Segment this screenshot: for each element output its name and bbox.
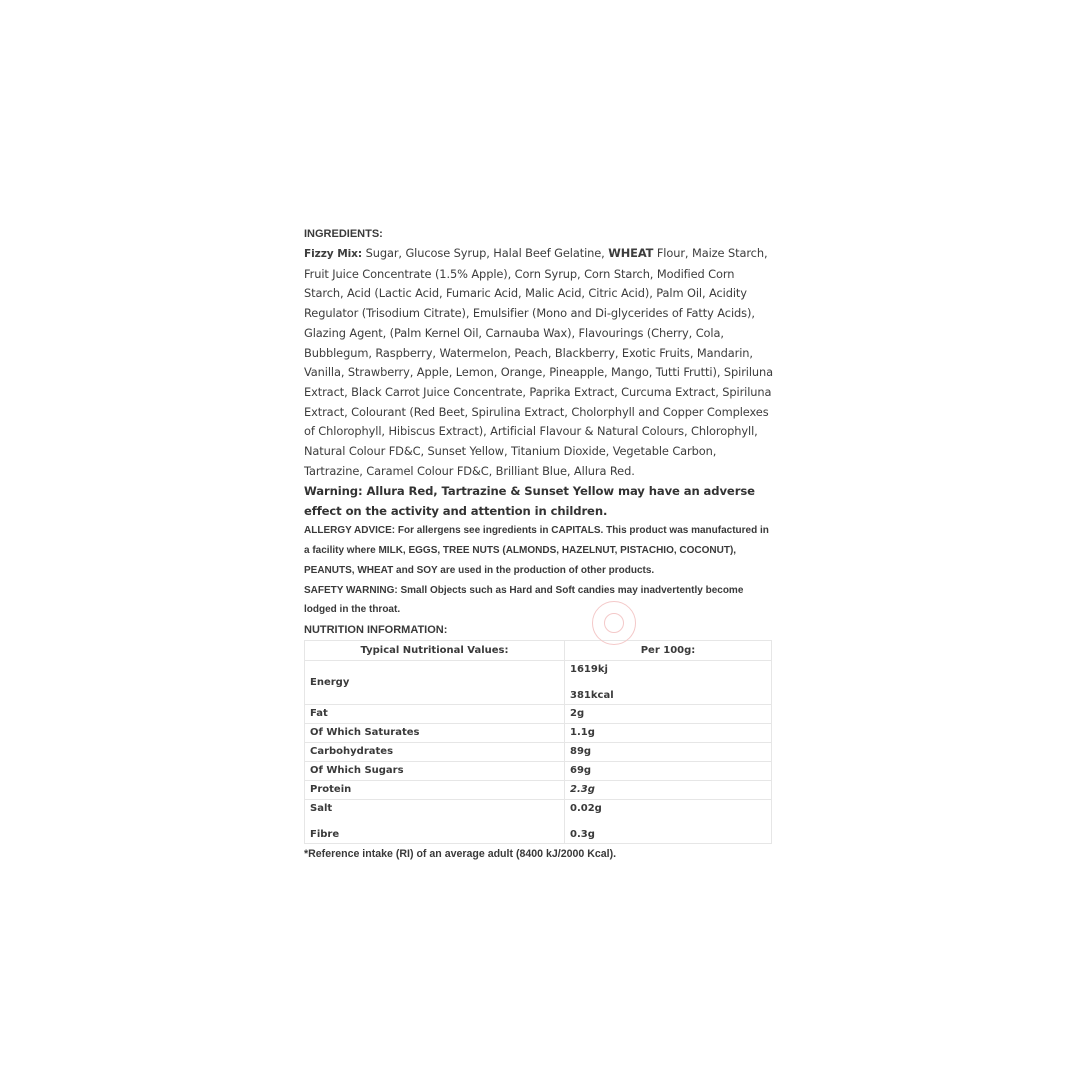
salt-value: 0.02g — [570, 802, 602, 814]
nutrition-heading: NUTRITION INFORMATION: — [304, 623, 448, 636]
additive-warning: Warning: Allura Red, Tartrazine & Sunset Yellow may have an adverse effect on the activity and attention in children. — [304, 484, 755, 519]
table-header-row — [305, 640, 772, 660]
table-row — [305, 780, 772, 799]
nutrient-value: 2g — [565, 704, 772, 723]
nutrient-value: 2.3g — [565, 780, 772, 799]
product-info — [304, 224, 774, 864]
energy-kj: 1619kj — [570, 663, 608, 675]
ingredients-part-1: Sugar, Glucose Syrup, Halal Beef Gelatine, — [362, 246, 609, 260]
nutrient-label: Of Which Sugars — [305, 761, 565, 780]
table-row — [305, 723, 772, 742]
ingredients-heading: INGREDIENTS: — [304, 228, 383, 240]
energy-kcal: 381kcal — [570, 689, 614, 701]
nutrient-value: 1.1g — [565, 723, 772, 742]
column-header-values: Typical Nutritional Values: — [305, 640, 565, 660]
allergy-advice: ALLERGY ADVICE: For allergens see ingredients in CAPITALS. This product was manufactured in a facility where MILK, EGGS, TREE NUTS (ALMONDS, HAZELNUT, PISTACHIO, COCONUT), PEANUTS, WHEAT and SOY are used in the production of other products. — [304, 525, 769, 576]
nutrient-value: 89g — [565, 742, 772, 761]
table-row-energy — [305, 660, 772, 704]
ingredients-text — [304, 244, 774, 481]
salt-fibre-labels — [305, 799, 565, 843]
salt-label: Salt — [310, 802, 333, 814]
column-header-per-100g: Per 100g: — [565, 640, 772, 660]
watermark-ring-inner — [604, 613, 624, 633]
reference-intake-footnote: *Reference intake (RI) of an average adult (8400 kJ/2000 Kcal). — [304, 847, 617, 860]
nutrient-label: Carbohydrates — [305, 742, 565, 761]
ingredients-part-2: Flour, Maize Starch, Fruit Juice Concentrate (1.5% Apple), Corn Syrup, Corn Starch, Modified Corn Starch, Acid (Lactic Acid, Fumaric Acid, Malic Acid, Citric Acid), Palm Oil, Acidity Regulator (Trisodium Citrate), Emulsifier (Mono and Di-glycerides of Fatty Acids), Glazing Agent, (Palm Kernel Oil, Carnauba Wax), Flavourings (Cherry, Cola, Bubblegum, Raspberry, Watermelon, Peach, Blackberry, Exotic Fruits, Mandarin, Vanilla, Strawberry, Apple, Lemon, Orange, Pineapple, Mango, Tutti Frutti), Spiriluna Extract, Black Carrot Juice Concentrate, Paprika Extract, Curcuma Extract, Spiriluna Extract, Colourant (Red Beet, Spirulina Extract, Cholorphyll and Copper Complexes of Chlorophyll, Hibiscus Extract), Artificial Flavour & Natural Colours, Chlorophyll, Natural Colour FD&C, Sunset Yellow, Titanium Dioxide, Vegetable Carbon, Tartrazine, Caramel Colour FD&C, Brilliant Blue, Allura Red. — [304, 246, 774, 478]
fibre-value: 0.3g — [570, 828, 595, 840]
ingredients-allergen-wheat: WHEAT — [608, 246, 654, 260]
energy-label: Energy — [305, 660, 565, 704]
table-row — [305, 761, 772, 780]
nutrient-label: Fat — [305, 704, 565, 723]
salt-fibre-values — [565, 799, 772, 843]
table-row — [305, 742, 772, 761]
nutrient-value: 69g — [565, 761, 772, 780]
nutrition-table — [304, 640, 772, 844]
table-row-salt-fibre — [305, 799, 772, 843]
safety-warning: SAFETY WARNING: Small Objects such as Hard and Soft candies may inadvertently become lodged in the throat. — [304, 584, 744, 616]
ingredients-lead: Fizzy Mix: — [304, 248, 363, 260]
nutrient-label: Protein — [305, 780, 565, 799]
table-row — [305, 704, 772, 723]
fibre-label: Fibre — [310, 828, 340, 840]
nutrient-label: Of Which Saturates — [305, 723, 565, 742]
energy-value — [565, 660, 772, 704]
